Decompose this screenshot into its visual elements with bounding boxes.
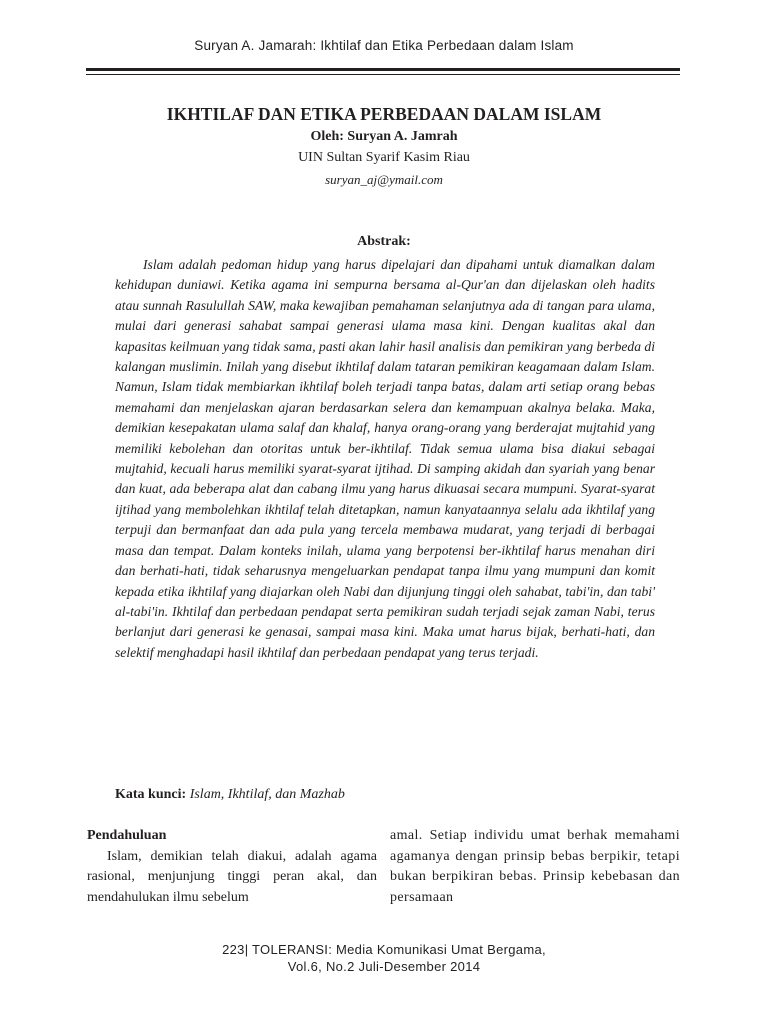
abstract-heading: Abstrak: bbox=[357, 234, 411, 249]
section-heading: Pendahuluan bbox=[87, 828, 167, 843]
article-author: Oleh: Suryan A. Jamrah bbox=[310, 129, 458, 144]
abstract-text: Islam adalah pedoman hidup yang harus dipelajari dan dipahami untuk diamalkan dalam kehidupan duniawi. Ketika agama ini sempurna bersama al-Qur'an dan dijelaskan oleh hadits atau sunnah Rasulullah SAW, maka kewajiban pemahaman selanjutnya ada di tangan para ulama, mulai dari generasi sahabat sampai generasi ulama masa kini. Dengan kualitas akal dan kapasitas keilmuan yang tidak sama, pasti akan lahir hasil analisis dan pemikiran yang berbeda di kalangan muslimin. Inilah yang disebut ikhtilaf dalam tataran pemikiran keagamaan dalam Islam. Namun, Islam tidak membiarkan ikhtilaf boleh terjadi tanpa batas, dalam arti setiap orang bebas memahami dan menjelaskan ajaran berdasarkan selera dan kemampuan akalnya belaka. Maka, demikian kesepakatan ulama salaf dan khalaf, hanya orang-orang yang berderajat mujtahid yang memiliki kebolehan dan otoritas untuk ber-ikhtilaf. Tidak semua ulama bisa diakui sebagai mujtahid, kecuali harus memiliki syarat-syarat ijtihad. Di samping akidah dan syariah yang benar dan kuat, ada beberapa alat dan cabang ilmu yang harus dikuasai secara mumpuni. Syarat-syarat ijtihad yang membolehkan ikhtilaf telah ditetapkan, namun kanyataannya selalu ada ikhtilaf yang terpuji dan bermanfaat dan ada pula yang tercela membawa mudarat, yang terjadi di berbagai masa dan tempat. Dalam konteks inilah, ulama yang berpotensi ber-ikhtilaf harus menahan diri dan berhati-hati, tidak seharusnya mengeluarkan pendapat tanpa ilmu yang mumpuni dan komit kepada etika ikhtilaf yang diajarkan oleh Nabi dan dijunjung tinggi oleh sahabat, tabi'in, dan tabi' al-tabi'in. Ikhtilaf dan perbedaan pendapat serta pemikiran sudah terjadi sejak zaman Nabi, terus berlanjut dari generasi ke genasai, sampai masa kini. Maka umat harus bijak, berhati-hati, dan selektif menghadapi hasil ikhtilaf dan perbedaan pendapat yang terus terjadi. bbox=[115, 257, 655, 660]
body-column-right bbox=[390, 826, 680, 908]
keywords-label: Kata kunci: bbox=[115, 787, 187, 802]
body-column-left bbox=[87, 826, 377, 908]
footer-line-2: Vol.6, No.2 Juli-Desember 2014 bbox=[287, 958, 481, 974]
author-email: suryan_aj@ymail.com bbox=[325, 172, 443, 187]
header-rule-thick bbox=[86, 68, 680, 71]
article-title: IKHTILAF DAN ETIKA PERBEDAAN DALAM ISLAM bbox=[166, 104, 602, 124]
header-rule-thin bbox=[86, 74, 680, 75]
page-footer bbox=[0, 942, 768, 975]
running-head: Suryan A. Jamarah: Ikhtilaf dan Etika Perbedaan dalam Islam bbox=[194, 38, 574, 53]
keywords-value: Islam, Ikhtilaf, dan Mazhab bbox=[189, 787, 345, 802]
author-affiliation: UIN Sultan Syarif Kasim Riau bbox=[298, 150, 470, 165]
keywords bbox=[115, 787, 655, 803]
body-paragraph-left: Islam, demikian telah diakui, adalah agama rasional, menjunjung tinggi peran akal, dan mendahulukan ilmu sebelum bbox=[87, 848, 377, 905]
body-paragraph-right: amal. Setiap individu umat berhak memahami agamanya dengan prinsip bebas berpikir, tetapi bukan berpikiran bebas. Prinsip kebebasan dan persamaan bbox=[390, 828, 680, 905]
footer-line-1: 223| TOLERANSI: Media Komunikasi Umat Bergama, bbox=[222, 942, 546, 957]
